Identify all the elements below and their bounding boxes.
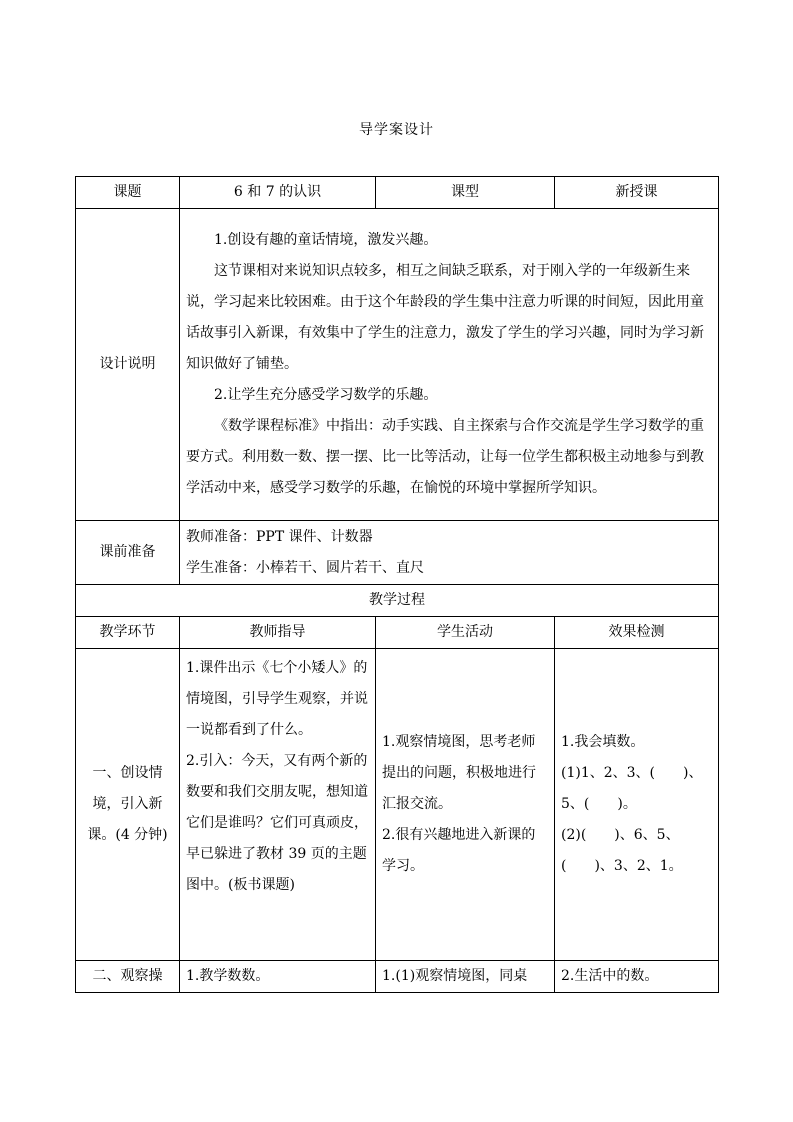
type-label: 课型: [376, 177, 555, 209]
design-label: 设计说明: [76, 209, 180, 521]
col-teacher: 教师指导: [180, 617, 376, 649]
design-point-2: 2.让学生充分感受学习数学的乐趣。: [214, 387, 438, 403]
teacher-step-2: 2.引入：今天，又有两个新的数要和我们交朋友呢，想知道它们是谁吗？它们可真顽皮，早已躲进了教材 39 页的主题图中。(板书课题): [186, 753, 368, 893]
process-heading: 教学过程: [76, 585, 719, 617]
process-columns-row: [76, 617, 719, 649]
col-student: 学生活动: [376, 617, 555, 649]
process-row-1: [76, 649, 719, 961]
design-paragraph-2: 《数学课程标准》中指出：动手实践、自主探索与合作交流是学生学习数学的重要方式。利用数一数、摆一摆、比一比等活动，让每一位学生都积极主动地参与到教学活动中来，感受学习数学的乐趣，在愉悦的环境中掌握所学知识。: [186, 418, 704, 496]
lesson-plan-table: [75, 176, 719, 993]
effect-check-1: [555, 649, 719, 961]
check-item-1: (1)1、2、3、( )、5、( )。: [561, 765, 703, 812]
teacher-guide-2: 1.教学数数。: [180, 961, 376, 993]
header-row: [76, 177, 719, 209]
process-heading-row: [76, 585, 719, 617]
check-item-2: (2)( )、6、5、( )、3、2、1。: [561, 827, 683, 874]
teacher-prep: 教师准备：PPT 课件、计数器: [186, 528, 373, 545]
student-prep: 学生准备：小棒若干、圆片若干、直尺: [186, 559, 424, 576]
topic-label: 课题: [76, 177, 180, 209]
design-row: [76, 209, 719, 521]
student-activity-1: [376, 649, 555, 961]
prep-content: [180, 521, 719, 585]
stage-1: 一、创设情境，引入新课。(4 分钟): [76, 649, 180, 961]
col-check: 效果检测: [555, 617, 719, 649]
check-title: 1.我会填数。: [561, 734, 645, 750]
design-point-1: 1.创设有趣的童话情境，激发兴趣。: [214, 232, 438, 248]
prep-label: 课前准备: [76, 521, 180, 585]
student-activity-2: 1.(1)观察情境图，同桌: [376, 961, 555, 993]
design-content: [180, 209, 719, 521]
type-value: 新授课: [555, 177, 719, 209]
process-row-2: [76, 961, 719, 993]
stage-2: 二、观察操: [76, 961, 180, 993]
design-paragraph-1: 这节课相对来说知识点较多，相互之间缺乏联系，对于刚入学的一年级新生来说，学习起来比较困难。由于这个年龄段的学生集中注意力听课的时间短，因此用童话故事引入新课，有效集中了学生的注意力，激发了学生的学习兴趣，同时为学习新知识做好了铺垫。: [186, 263, 704, 372]
teacher-guide-1: [180, 649, 376, 961]
topic-value: 6 和 7 的认识: [180, 177, 376, 209]
effect-check-2: 2.生活中的数。: [555, 961, 719, 993]
teacher-step-1: 1.课件出示《七个小矮人》的情境图，引导学生观察，并说一说都看到了什么。: [186, 660, 368, 738]
student-step-1: 1.观察情境图，思考老师提出的问题，积极地进行汇报交流。: [382, 734, 536, 812]
col-stage: 教学环节: [76, 617, 180, 649]
page-title: 导学案设计: [359, 122, 434, 138]
student-step-2: 2.很有兴趣地进入新课的学习。: [382, 827, 536, 874]
prep-row: [76, 521, 719, 585]
